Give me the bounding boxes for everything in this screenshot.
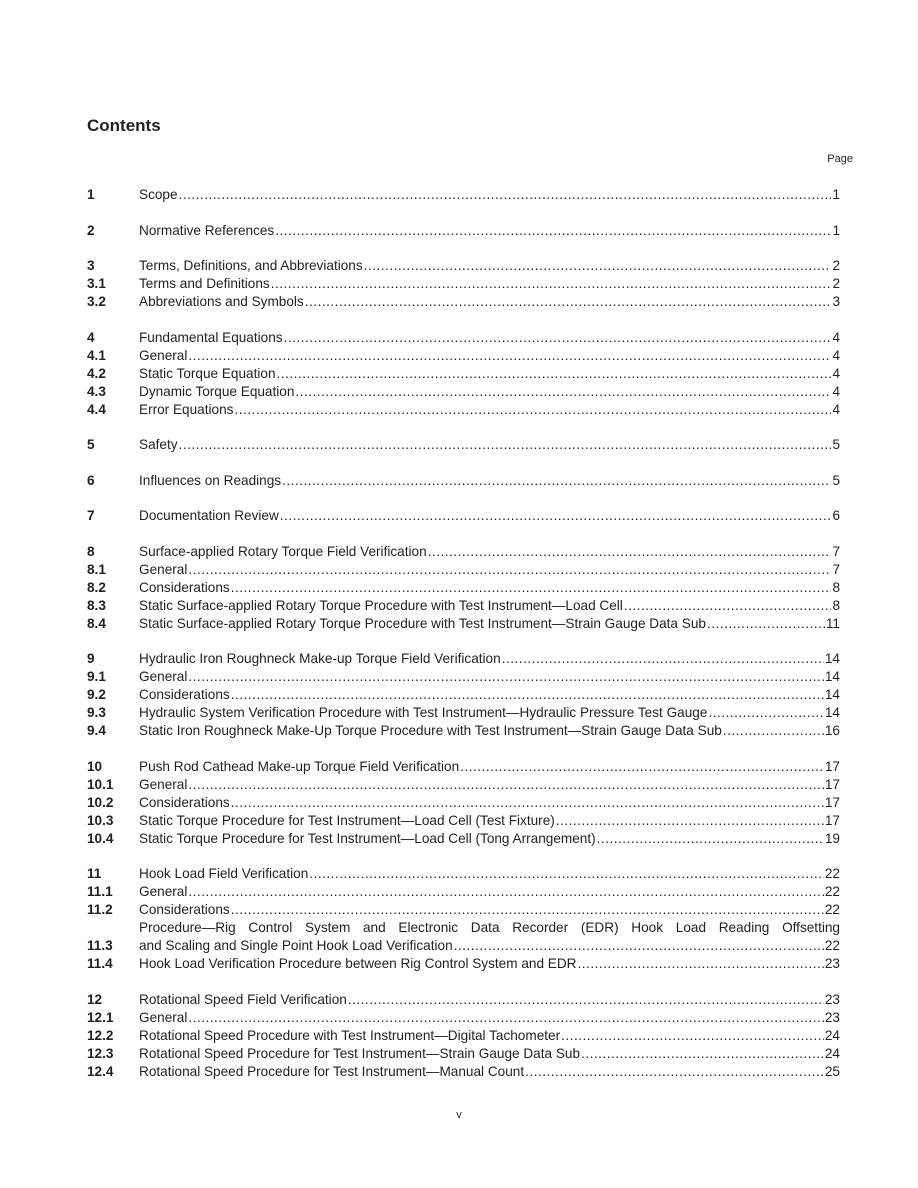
toc-entry[interactable] — [87, 865, 840, 883]
dot-leader — [188, 1009, 824, 1027]
dot-leader — [179, 186, 832, 204]
toc-entry[interactable] — [87, 955, 840, 973]
toc-entry-title: General — [139, 669, 188, 684]
page-number: v — [456, 1109, 462, 1121]
toc-entry-page: 14 — [824, 651, 840, 666]
toc-entry-number: 8.3 — [87, 597, 106, 613]
dot-leader — [277, 365, 832, 383]
toc-entry-title: Considerations — [139, 579, 230, 595]
toc-entry-number: 10.2 — [87, 794, 114, 810]
toc-entry-page: 6 — [832, 508, 840, 523]
dot-leader — [271, 275, 832, 293]
toc-entry-title: Dynamic Torque Equation — [139, 383, 295, 399]
toc-entry-page: 2 — [832, 276, 840, 291]
toc-entry-page: 17 — [824, 776, 840, 792]
toc-entry-page: 22 — [824, 866, 840, 881]
toc-entry-page: 24 — [824, 1045, 840, 1061]
toc-section-group — [87, 186, 840, 204]
toc-entry-title: General — [139, 1009, 188, 1025]
toc-entry-number: 10.1 — [87, 776, 114, 792]
toc-entry-number: 8.2 — [87, 579, 106, 595]
dot-leader — [581, 1045, 824, 1063]
dot-leader — [578, 955, 824, 973]
dot-leader — [707, 615, 825, 633]
dot-leader — [305, 293, 832, 311]
toc-entry-number: 11.3 — [87, 938, 113, 953]
toc-entry[interactable] — [87, 222, 840, 240]
toc-entry[interactable] — [87, 758, 840, 776]
toc-section-group — [87, 650, 840, 740]
toc-entry-title: Hook Load Verification Procedure between Rig Control System and EDR — [139, 956, 577, 971]
toc-entry[interactable] — [87, 293, 840, 311]
toc-entry-number: 11.1 — [87, 884, 113, 899]
toc-entry-number: 2 — [87, 222, 95, 238]
dot-leader — [280, 507, 832, 525]
dot-leader — [556, 812, 824, 830]
toc-entry-title: Static Iron Roughneck Make-Up Torque Procedure with Test Instrument—Strain Gauge Data Sub — [139, 723, 722, 738]
toc-entry-title: Abbreviations and Symbols — [139, 294, 304, 309]
toc-entry-page: 25 — [824, 1063, 840, 1079]
toc-section-group — [87, 543, 840, 633]
toc-entry-number: 10.3 — [87, 812, 114, 828]
dot-leader — [179, 436, 832, 454]
toc-entry-page: 19 — [824, 830, 840, 846]
toc-entry[interactable] — [87, 668, 840, 686]
toc-entry-page: 3 — [832, 294, 840, 309]
toc-entry-title: Rotational Speed Procedure for Test Instrument—Strain Gauge Data Sub — [139, 1045, 581, 1061]
toc-entry-page: 22 — [824, 884, 840, 899]
toc-section-group — [87, 436, 840, 454]
toc-entry-title: Procedure—Rig Control System and Electronic Data Recorder (EDR) Hook Load Reading Offsetting — [139, 920, 840, 935]
dot-leader — [454, 937, 824, 955]
toc-section-group — [87, 222, 840, 240]
toc-entry-page: 4 — [832, 347, 840, 363]
toc-entry[interactable] — [87, 365, 840, 383]
toc-entry-title: Considerations — [139, 902, 230, 917]
dot-leader — [460, 758, 824, 776]
toc-entry-title: Hydraulic Iron Roughneck Make-up Torque Field Verification — [139, 651, 501, 666]
toc-entry-page: 23 — [824, 991, 840, 1007]
toc-entry-page: 1 — [832, 187, 840, 202]
toc-entry[interactable] — [87, 722, 840, 740]
toc-entry[interactable] — [87, 597, 840, 615]
toc-section-group — [87, 991, 840, 1081]
table-of-contents — [87, 186, 840, 1098]
dot-leader — [231, 686, 824, 704]
toc-entry-page: 23 — [824, 1009, 840, 1025]
dot-leader — [364, 257, 832, 275]
toc-entry-number: 6 — [87, 472, 95, 488]
toc-entry[interactable] — [87, 472, 840, 490]
toc-entry-title: Error Equations — [139, 401, 234, 417]
toc-entry-page: 22 — [824, 938, 840, 953]
toc-entry-page: 22 — [824, 902, 840, 917]
dot-leader — [597, 830, 824, 848]
toc-entry[interactable] — [87, 436, 840, 454]
toc-entry-title: Static Surface-applied Rotary Torque Procedure with Test Instrument—Load Cell — [139, 597, 623, 613]
toc-entry[interactable] — [87, 991, 840, 1009]
toc-entry[interactable] — [87, 883, 840, 901]
toc-entry-number: 3.2 — [87, 294, 106, 309]
dot-leader — [188, 883, 824, 901]
toc-entry-number: 3 — [87, 258, 95, 273]
toc-entry-page: 5 — [832, 437, 840, 452]
toc-entry-number: 4.4 — [87, 401, 106, 417]
toc-entry[interactable] — [87, 812, 840, 830]
toc-entry[interactable] — [87, 830, 840, 848]
toc-entry[interactable] — [87, 347, 840, 365]
toc-entry[interactable] — [87, 794, 840, 812]
toc-entry-title: General — [139, 884, 188, 899]
dot-leader — [723, 722, 824, 740]
toc-entry-title: Considerations — [139, 687, 230, 702]
toc-section-group — [87, 758, 840, 848]
toc-entry-number: 12 — [87, 991, 103, 1007]
toc-entry-page: 11 — [825, 615, 840, 631]
toc-entry-title: Considerations — [139, 794, 230, 810]
dot-leader — [234, 401, 831, 419]
dot-leader — [188, 561, 831, 579]
toc-entry-page: 1 — [832, 222, 840, 238]
dot-leader — [231, 579, 832, 597]
toc-entry-number: 9.1 — [87, 669, 106, 684]
toc-entry-number: 8.4 — [87, 615, 106, 631]
toc-entry-number: 4 — [87, 329, 95, 345]
toc-entry[interactable] — [87, 561, 840, 579]
dot-leader — [502, 650, 824, 668]
toc-entry-title: Normative References — [139, 222, 275, 238]
dot-leader — [624, 597, 832, 615]
toc-entry-title: Documentation Review — [139, 508, 279, 523]
toc-entry-number: 10 — [87, 758, 103, 774]
toc-entry-number: 7 — [87, 508, 95, 523]
dot-leader — [188, 347, 831, 365]
toc-entry-number: 9.3 — [87, 705, 106, 720]
toc-entry-title: Rotational Speed Procedure with Test Instrument—Digital Tachometer — [139, 1027, 561, 1043]
toc-entry-page: 8 — [832, 579, 840, 595]
dot-leader — [309, 865, 824, 883]
toc-entry-title: Static Torque Procedure for Test Instrument—Load Cell (Tong Arrangement) — [139, 830, 596, 846]
toc-entry[interactable] — [87, 186, 840, 204]
toc-entry-number: 12.2 — [87, 1027, 114, 1043]
toc-entry-title: Static Torque Equation — [139, 365, 276, 381]
toc-entry-page: 14 — [824, 705, 840, 720]
toc-entry-title: General — [139, 776, 188, 792]
toc-entry[interactable] — [87, 507, 840, 525]
toc-entry-number: 10.4 — [87, 830, 114, 846]
dot-leader — [188, 776, 824, 794]
dot-leader — [525, 1063, 824, 1081]
toc-entry-page: 5 — [832, 472, 840, 488]
toc-entry-page: 4 — [832, 329, 840, 345]
toc-section-group — [87, 329, 840, 419]
toc-entry-page: 16 — [824, 723, 840, 738]
dot-leader — [282, 472, 831, 490]
toc-entry-number: 9 — [87, 651, 95, 666]
dot-leader — [561, 1027, 824, 1045]
toc-entry-number: 11.4 — [87, 956, 113, 971]
toc-entry-title-continued: and Scaling and Single Point Hook Load Verification — [139, 938, 453, 953]
toc-entry-title: Fundamental Equations — [139, 329, 283, 345]
toc-entry-page: 4 — [832, 383, 840, 399]
toc-section-group — [87, 507, 840, 525]
page-title: Contents — [87, 116, 161, 135]
toc-entry[interactable] — [87, 257, 840, 275]
toc-entry-title: Static Surface-applied Rotary Torque Procedure with Test Instrument—Strain Gauge Data Sub — [139, 615, 706, 631]
toc-entry[interactable] — [87, 650, 840, 668]
toc-entry[interactable] — [87, 579, 840, 597]
toc-entry-page: 7 — [832, 561, 840, 577]
toc-entry-title: Terms and Definitions — [139, 276, 270, 291]
toc-entry[interactable] — [87, 776, 840, 794]
toc-entry-title: Static Torque Procedure for Test Instrument—Load Cell (Test Fixture) — [139, 812, 555, 828]
toc-entry[interactable] — [87, 1027, 840, 1045]
dot-leader — [428, 543, 832, 561]
toc-entry-page: 17 — [824, 794, 840, 810]
dot-leader — [708, 704, 823, 722]
dot-leader — [231, 794, 824, 812]
toc-entry-title: Scope — [139, 187, 178, 202]
dot-leader — [295, 383, 831, 401]
toc-entry-title: Influences on Readings — [139, 472, 282, 488]
dot-leader — [231, 901, 824, 919]
toc-entry-number: 11.2 — [87, 902, 113, 917]
toc-entry-number: 11 — [87, 866, 102, 881]
toc-entry[interactable] — [87, 401, 840, 419]
toc-entry[interactable] — [87, 901, 840, 919]
toc-entry-page: 17 — [824, 812, 840, 828]
toc-entry[interactable] — [87, 1045, 840, 1063]
toc-entry-number: 8.1 — [87, 561, 106, 577]
toc-section-group — [87, 472, 840, 490]
toc-section-group — [87, 865, 840, 973]
toc-entry-number: 9.2 — [87, 687, 106, 702]
dot-leader — [284, 329, 832, 347]
toc-entry[interactable] — [87, 383, 840, 401]
toc-entry-title: Terms, Definitions, and Abbreviations — [139, 258, 363, 273]
toc-entry[interactable] — [87, 1009, 840, 1027]
toc-entry-page: 23 — [824, 956, 840, 971]
toc-entry-number: 8 — [87, 543, 95, 559]
toc-entry[interactable] — [87, 1063, 840, 1081]
toc-entry-title: General — [139, 561, 188, 577]
toc-entry-number: 12.3 — [87, 1045, 114, 1061]
toc-entry-number: 12.4 — [87, 1063, 114, 1079]
dot-leader — [188, 668, 824, 686]
toc-entry-page: 4 — [832, 401, 840, 417]
toc-entry-number: 9.4 — [87, 723, 106, 738]
toc-entry[interactable] — [87, 704, 840, 722]
toc-entry-title: Hook Load Field Verification — [139, 866, 309, 881]
toc-entry-page: 2 — [832, 258, 840, 273]
toc-entry-number: 4.1 — [87, 347, 106, 363]
toc-entry-number: 12.1 — [87, 1009, 114, 1025]
toc-entry-number: 1 — [87, 187, 95, 202]
toc-entry-title: Rotational Speed Field Verification — [139, 991, 347, 1007]
toc-entry-title: Push Rod Cathead Make-up Torque Field Verification — [139, 758, 460, 774]
toc-entry-title: Hydraulic System Verification Procedure with Test Instrument—Hydraulic Pressure Test Gauge — [139, 705, 708, 720]
toc-entry[interactable] — [87, 275, 840, 293]
toc-entry[interactable] — [87, 543, 840, 561]
toc-section-group — [87, 257, 840, 311]
toc-entry-number: 5 — [87, 437, 95, 452]
toc-entry-page: 8 — [832, 597, 840, 613]
toc-entry[interactable] — [87, 919, 840, 955]
toc-entry-number: 3.1 — [87, 276, 106, 291]
toc-entry-page: 24 — [824, 1027, 840, 1043]
toc-entry[interactable] — [87, 329, 840, 347]
toc-entry[interactable] — [87, 615, 840, 633]
toc-entry-page: 14 — [824, 687, 840, 702]
dot-leader — [348, 991, 824, 1009]
toc-entry-number: 4.3 — [87, 383, 106, 399]
toc-entry-title: Surface-applied Rotary Torque Field Verification — [139, 543, 427, 559]
toc-entry-page: 4 — [832, 365, 840, 381]
toc-entry-title: Rotational Speed Procedure for Test Instrument—Manual Count — [139, 1063, 525, 1079]
dot-leader — [275, 222, 831, 240]
page-column-label: Page — [827, 153, 853, 165]
toc-entry-title: General — [139, 347, 188, 363]
toc-entry-number: 4.2 — [87, 365, 106, 381]
toc-entry-page: 7 — [832, 543, 840, 559]
toc-entry-title: Safety — [139, 437, 178, 452]
toc-entry-page: 14 — [824, 669, 840, 684]
toc-entry-page: 17 — [824, 758, 840, 774]
toc-entry[interactable] — [87, 686, 840, 704]
